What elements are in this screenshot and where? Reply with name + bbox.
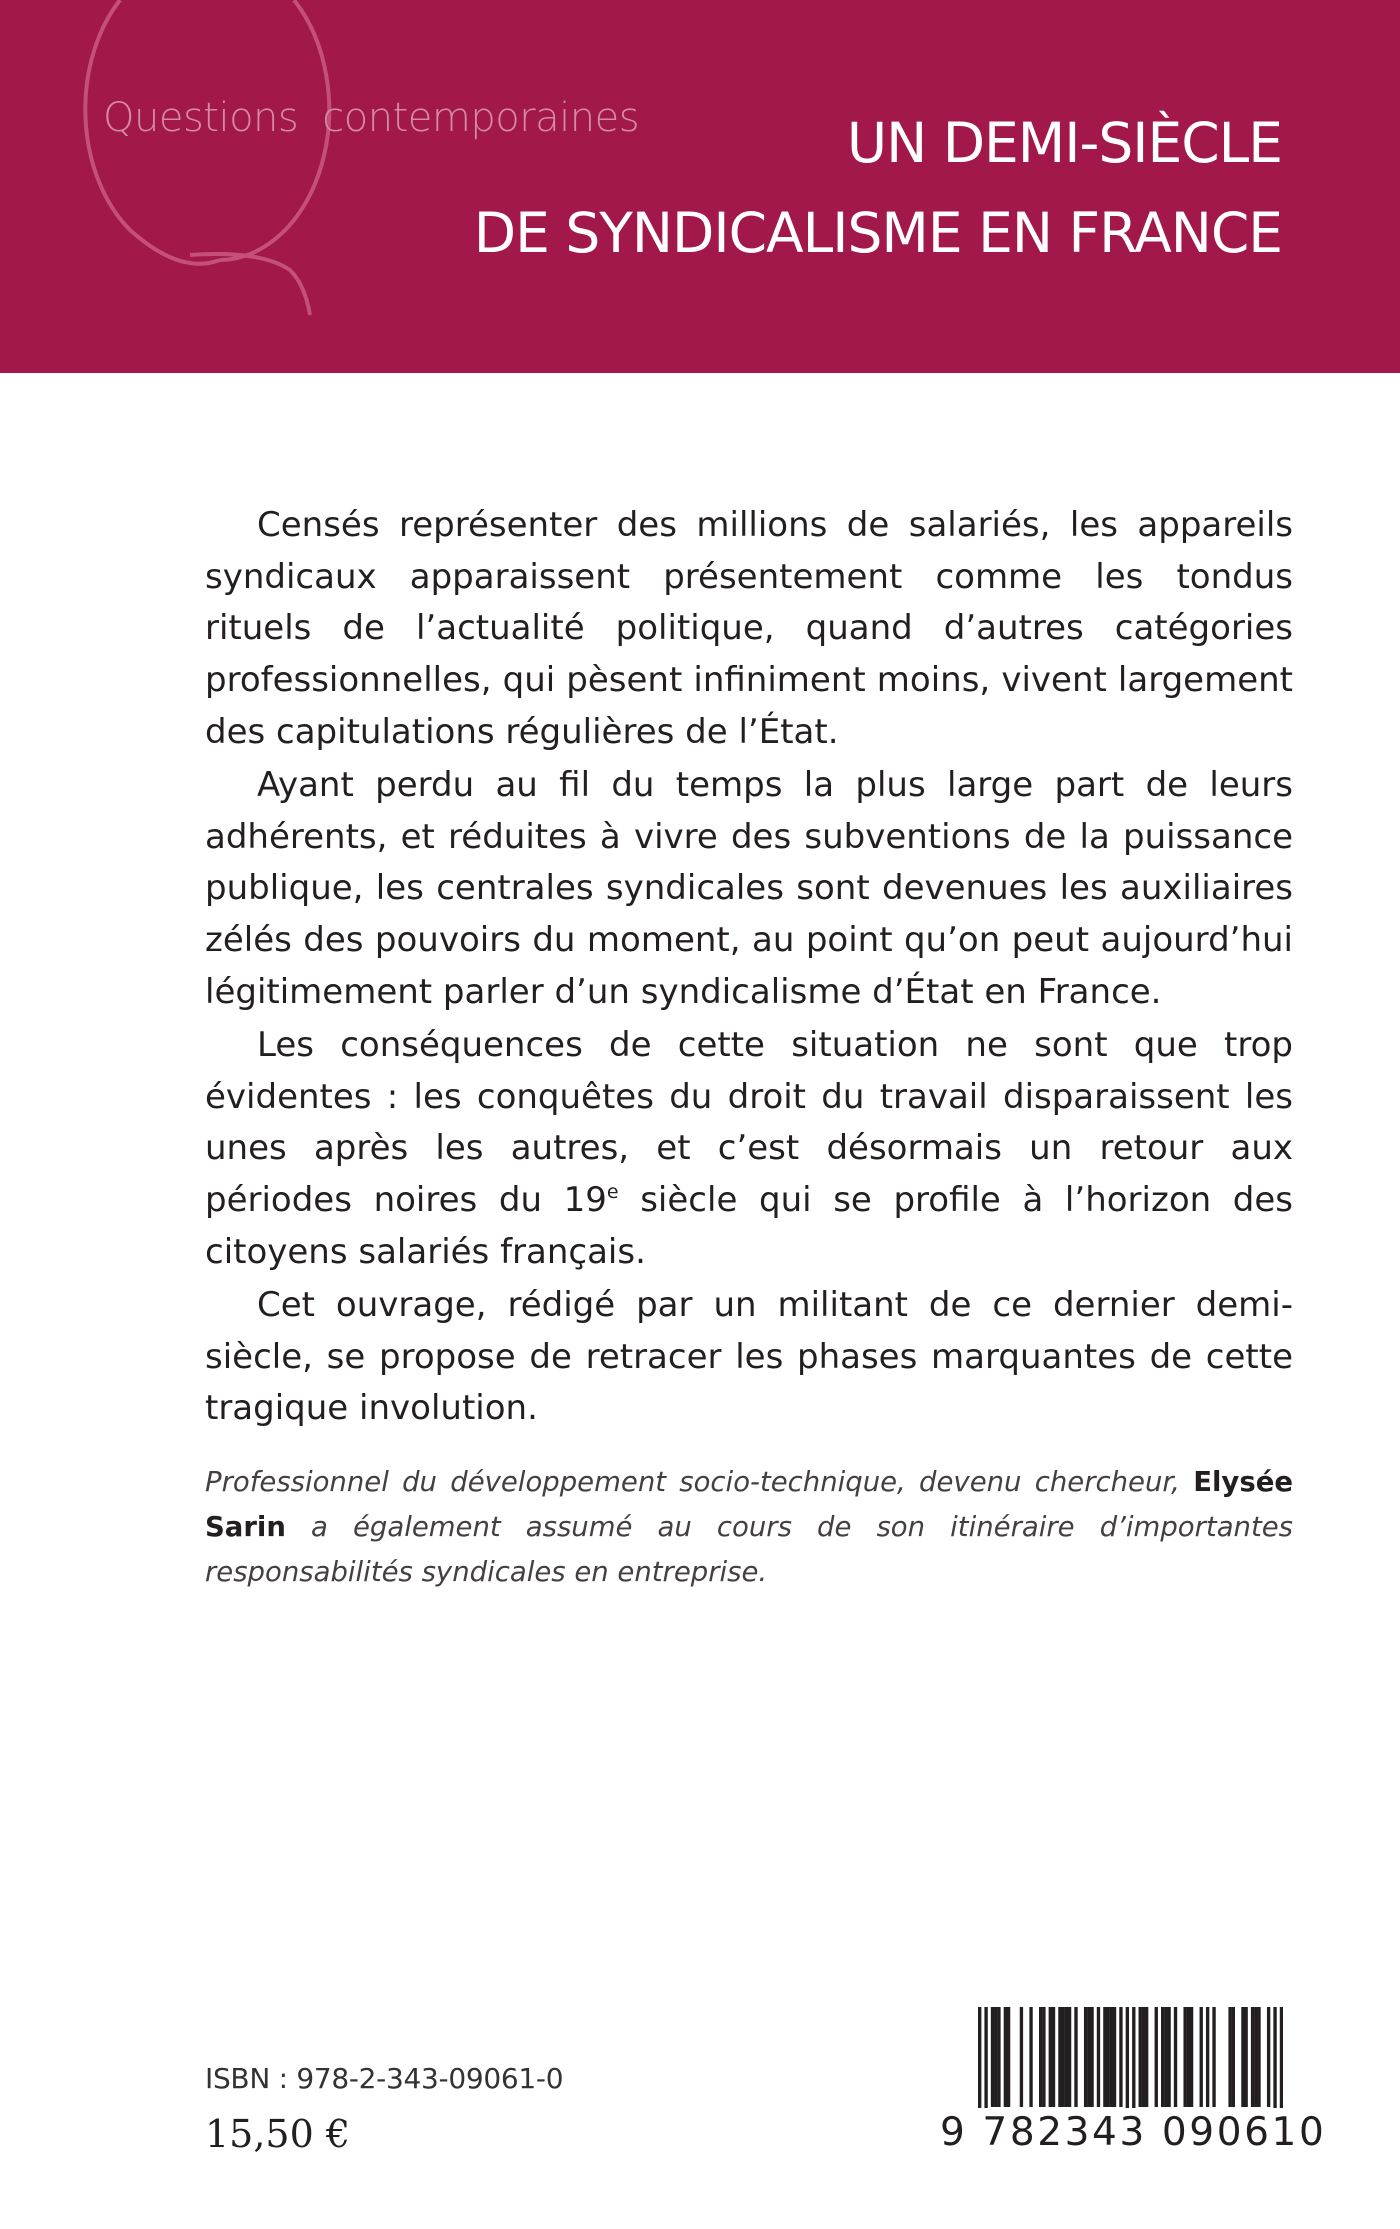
barcode-bar	[1267, 2007, 1270, 2107]
barcode-bar	[1061, 2007, 1064, 2107]
p3-text-before: Les conséquences de cette situation ne sont que trop évidentes : les conquêtes du droit du travail disparaissent les unes après les autres, et c’est désormais un retour aux périodes noires du 19	[205, 1025, 1293, 1221]
barcode-bar	[1190, 2007, 1193, 2107]
barcode-bar	[1183, 2007, 1186, 2107]
barcode-bar	[1200, 2007, 1203, 2107]
author-bio	[205, 1460, 1293, 1595]
barcode-bar	[1254, 2007, 1257, 2107]
barcode-bar	[1103, 2007, 1106, 2107]
barcode-bar	[1206, 2007, 1209, 2107]
barcode-bar	[1074, 2007, 1077, 2107]
blurb-paragraph-1: Censés représenter des millions de salariés, les appareils syndicaux apparaissent présentement comme les tondus rituels de l’actualité politique, quand d’autres catégories professionnelles, qui pèsent infiniment moins, vivent largement des capitulations régulières de l’État.	[205, 505, 1293, 752]
title-line-2: DE SYNDICALISME EN FRANCE	[473, 201, 1282, 265]
blurb-paragraph-4: Cet ouvrage, rédigé par un militant de ce dernier demi-siècle, se propose de retracer les phases marquantes de cette tragique involution.	[205, 1285, 1293, 1429]
barcode-bar	[1174, 2007, 1177, 2107]
barcode-bar	[1007, 2007, 1010, 2107]
barcode-bar	[1145, 2007, 1148, 2107]
barcode-bar	[1029, 2007, 1032, 2107]
barcode-bar	[1257, 2007, 1260, 2107]
barcode-bar	[1142, 2007, 1145, 2107]
barcode-bar	[1090, 2007, 1093, 2107]
barcode-bar	[1244, 2007, 1247, 2107]
barcode-digits: 9 782343 090610	[940, 2108, 1285, 2158]
barcode-bar	[994, 2007, 997, 2107]
cover-header	[0, 0, 1400, 373]
book-title	[474, 98, 1282, 278]
century-superscript: e	[606, 1181, 619, 1204]
barcode-bar	[1020, 2007, 1023, 2107]
barcode-bar	[1161, 2007, 1164, 2107]
barcode-bar	[1097, 2007, 1100, 2107]
series-word-1: Questions	[103, 95, 299, 141]
barcode-bar	[1068, 2007, 1071, 2107]
bio-text-after: a également assumé au cours de son itinéraire d’importantes responsabilités syndicales en entreprise.	[205, 1511, 1293, 1588]
series-word-2: contemporaines	[322, 95, 640, 141]
barcode-bar	[1065, 2007, 1068, 2107]
barcode-bar	[1232, 2007, 1235, 2107]
p3-text-after: siècle qui se profile à l’horizon des citoyens salariés français.	[205, 1180, 1294, 1272]
barcode-bar	[1058, 2007, 1061, 2107]
blurb	[205, 500, 1293, 1435]
barcode-bar	[1049, 2007, 1052, 2107]
barcode-bar	[1241, 2007, 1244, 2107]
barcode-bar	[1167, 2007, 1170, 2107]
barcode-bar	[997, 2007, 1000, 2107]
barcode-bar	[1228, 2007, 1231, 2107]
barcode-bar	[1039, 2007, 1042, 2107]
blurb-paragraph-3	[205, 1020, 1293, 1279]
barcode-bar	[1087, 2007, 1090, 2107]
barcode-bar	[1187, 2007, 1190, 2107]
barcode-bar	[1139, 2007, 1142, 2107]
bio-text-before: Professionnel du développement socio-technique, devenu chercheur,	[205, 1466, 1194, 1498]
barcode-bar	[1164, 2007, 1167, 2107]
blurb-paragraph-2: Ayant perdu au fil du temps la plus large part de leurs adhérents, et réduites à vivre des subventions de la puissance publique, les centrales syndicales sont devenues les auxiliaires zélés des pouvoirs du moment, au point qu’on peut aujourd’hui légitimement parler d’un syndicalisme d’État en France.	[205, 765, 1293, 1012]
barcode-bar	[1042, 2007, 1045, 2107]
barcode-bar	[1004, 2007, 1007, 2107]
isbn: ISBN : 978-2-343-09061-0	[205, 2062, 564, 2095]
barcode-bar	[1084, 2007, 1087, 2107]
barcode-bar	[1155, 2007, 1158, 2107]
barcode-bar	[1106, 2007, 1109, 2107]
barcode-bar	[991, 2007, 994, 2107]
barcode-bar	[1052, 2007, 1055, 2107]
barcode-bar	[1110, 2007, 1113, 2107]
barcode-bar	[1113, 2007, 1116, 2107]
q-letter-icon	[60, 0, 360, 373]
title-line-1: UN DEMI-SIÈCLE	[846, 111, 1282, 175]
price: 15,50 €	[205, 2112, 351, 2156]
author-name: Elysée Sarin	[205, 1466, 1293, 1543]
barcode-bar	[1119, 2007, 1122, 2107]
barcode-bar	[1212, 2007, 1215, 2107]
barcode-bar	[1251, 2007, 1254, 2107]
